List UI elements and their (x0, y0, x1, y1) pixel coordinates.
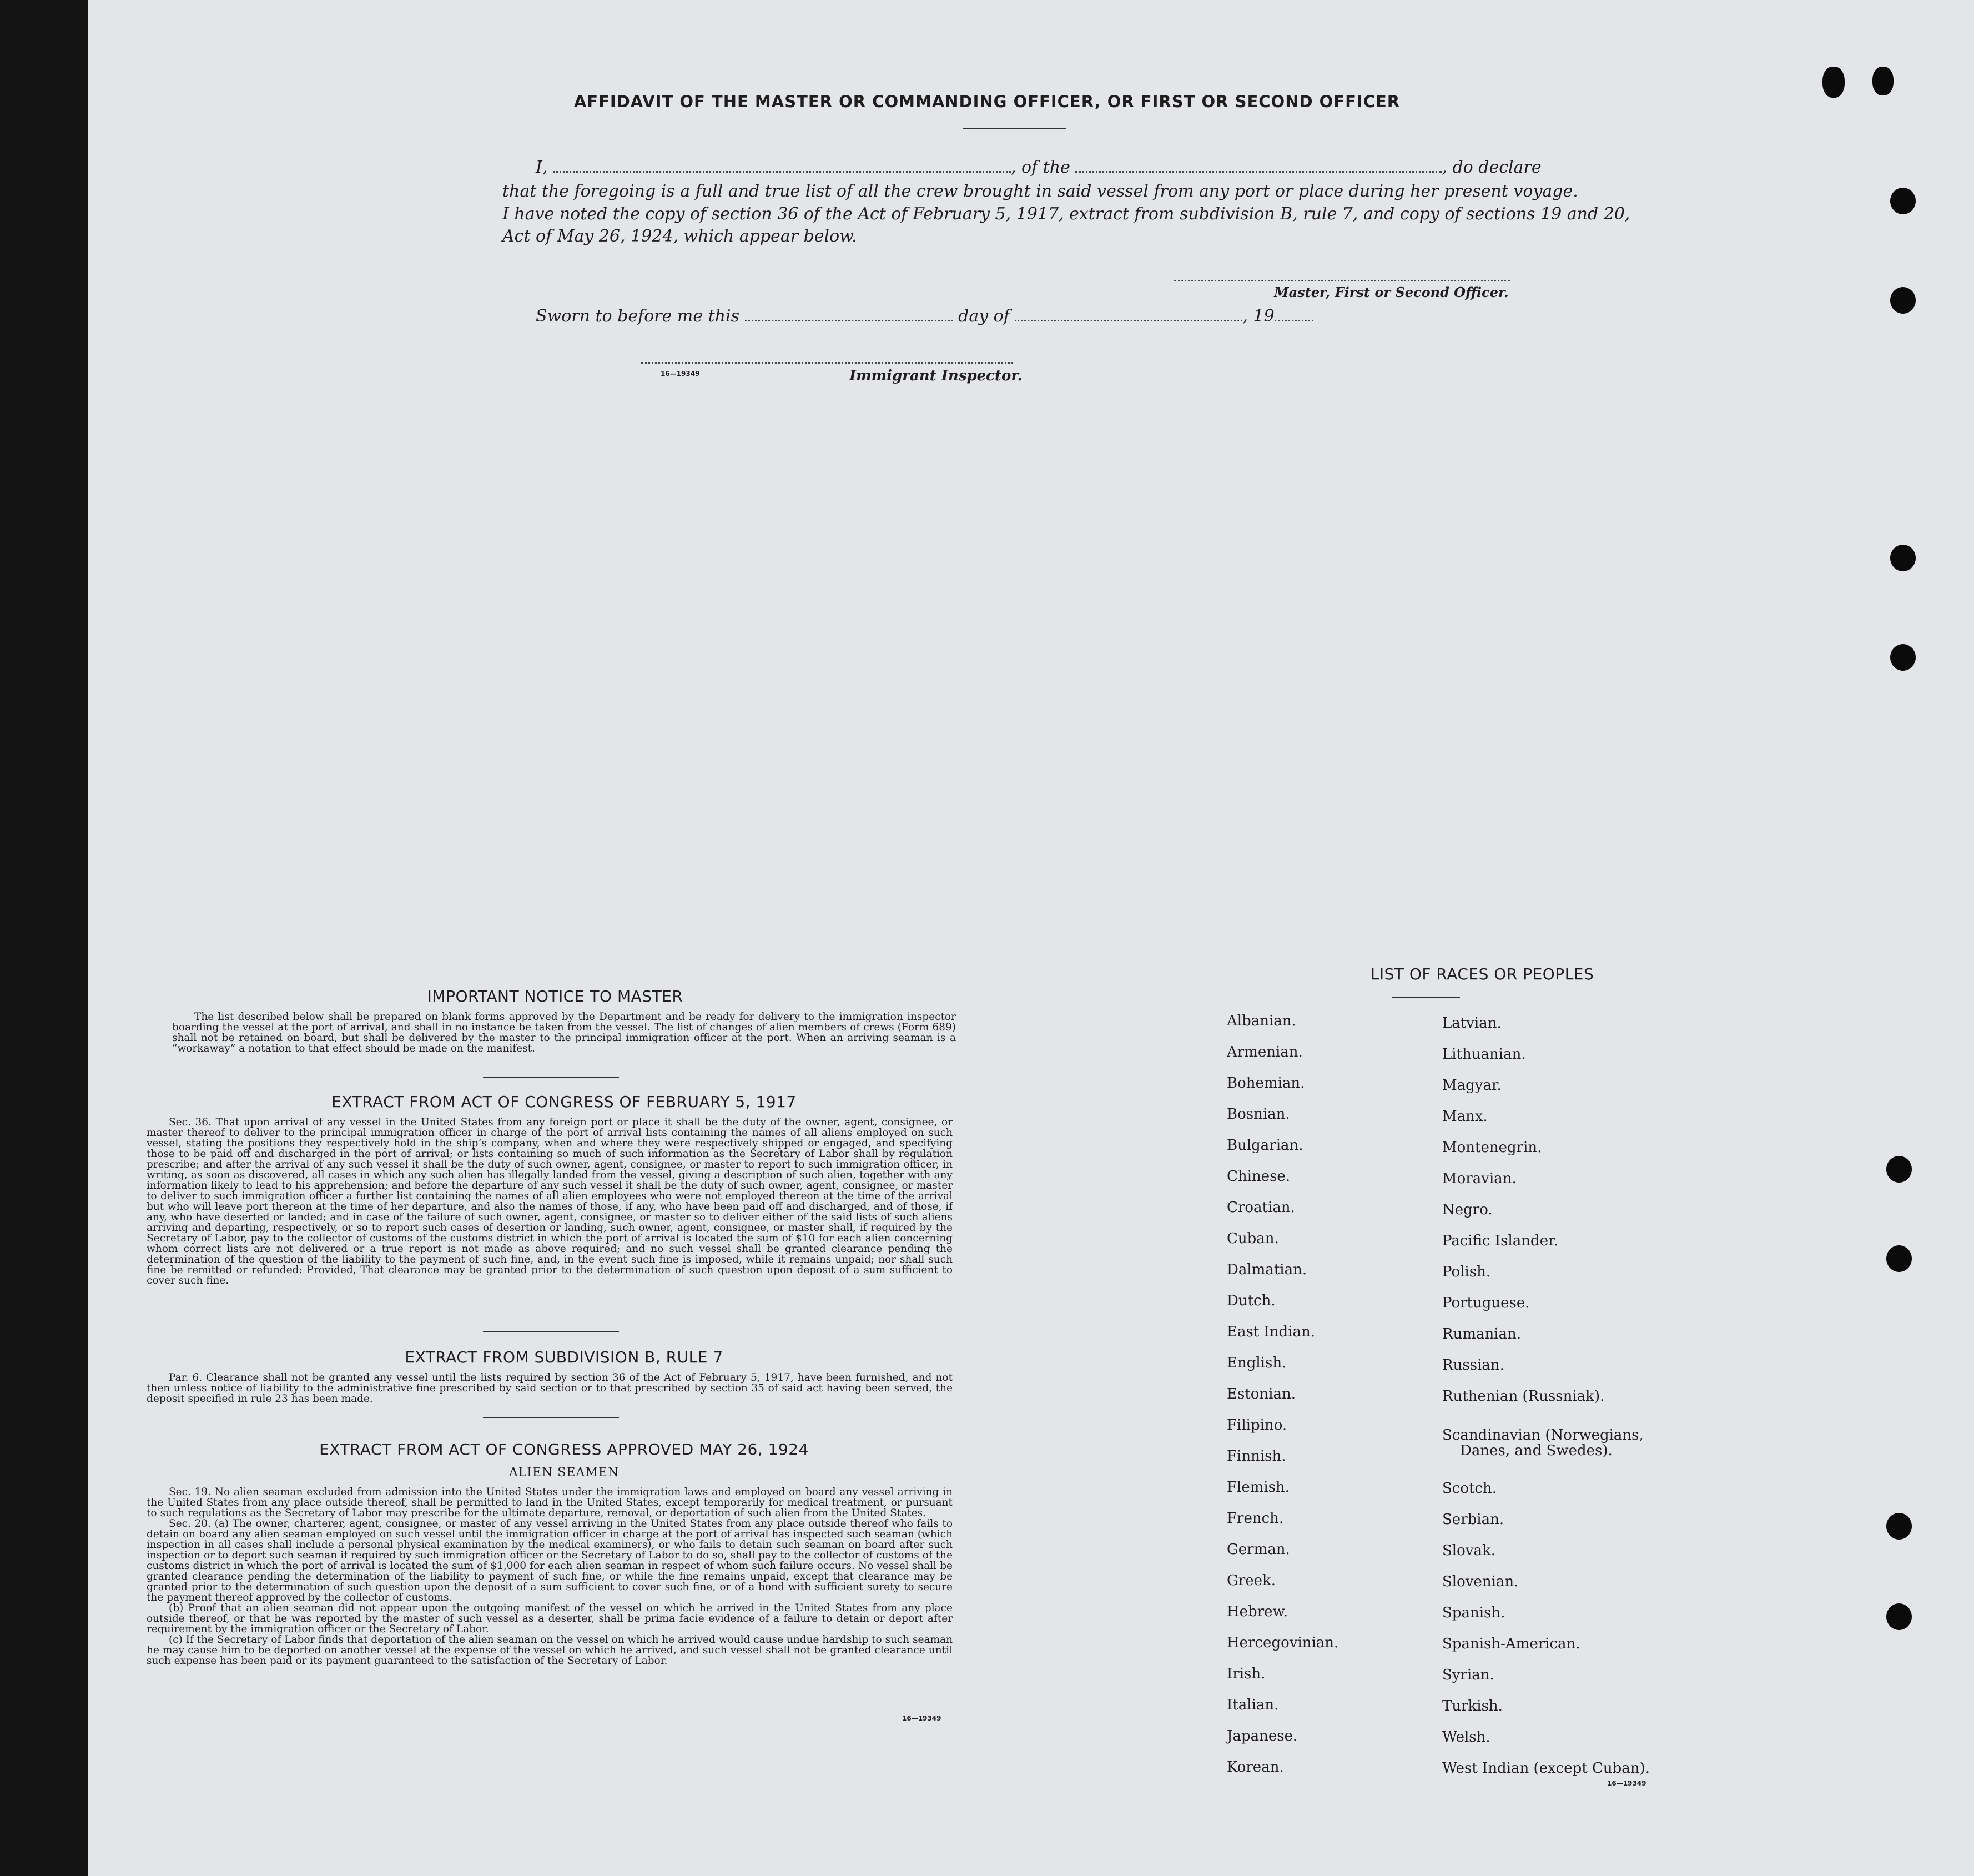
title-underline (963, 128, 1066, 129)
i-label: I, (536, 158, 548, 177)
sworn-line (536, 306, 1568, 326)
form-number: 16—19349 (661, 370, 700, 378)
vessel-blank[interactable] (1075, 171, 1442, 173)
race-item: Bulgarian. (1227, 1137, 1303, 1154)
inspector-signature-line[interactable] (641, 362, 1013, 364)
extract-1917-text (147, 1117, 953, 1286)
race-item: Bohemian. (1227, 1075, 1305, 1092)
extract-rule7-paragraph: Par. 6. Clearance shall not be granted any vessel until the lists required by section 36 of the Act of February 5, 1917, have been furnished, and not then unless notice of liability to the administrative fine prescribed by said section or to that prescribed by section 35 of said act having been served, the deposit specified in rule 23 has been made. (147, 1372, 953, 1405)
extract-1924-title: EXTRACT FROM ACT OF CONGRESS APPROVED MAY 26, 1924 (319, 1440, 809, 1458)
binder-hole (1886, 1245, 1912, 1272)
race-item: Portuguese. (1442, 1295, 1530, 1311)
race-item: Turkish. (1442, 1698, 1503, 1714)
race-item: Chinese. (1227, 1168, 1291, 1185)
race-item: Slovenian. (1442, 1573, 1519, 1590)
extract-rule7-text (147, 1372, 953, 1404)
extract-1924-paragraph: (c) If the Secretary of Labor finds that deportation of the alien seaman on the vessel on which he arrived would cause undue hardship to such seaman he may cause him to be deported on another vessel at the expense of the vessel on which he arrived, and such vessel shall not be granted clearance until such expense has been paid or its payment guaranteed to the satisfaction of the Secretary of Labor. (147, 1634, 953, 1667)
declaration-line-2: that the foregoing is a full and true list of all the crew brought in said vessel from any port or place during her present voyage. (502, 182, 1578, 201)
extract-1924-subtitle: ALIEN SEAMEN (508, 1466, 620, 1480)
race-item: Estonian. (1227, 1386, 1296, 1402)
race-item: Serbian. (1442, 1511, 1504, 1528)
day-of-label: day of (958, 306, 1010, 326)
notice-text (172, 1012, 956, 1054)
extract-rule7-title: EXTRACT FROM SUBDIVISION B, RULE 7 (405, 1348, 723, 1366)
master-signature-line[interactable] (1174, 280, 1510, 281)
race-item: Spanish-American. (1442, 1636, 1580, 1652)
declaration-line-4: Act of May 26, 1924, which appear below. (502, 227, 857, 246)
extract-1924-text (147, 1487, 953, 1666)
binder-hole (1872, 67, 1894, 95)
extract-1924-paragraph: Sec. 19. No alien seaman excluded from admission into the United States under the immigration laws and employed on board any vessel arriving in the United States from any place outside thereof, shall be permitted to land in the United States, except temporarily for medical treatment, or pursuant to such regulations as the Secretary of Labor may prescribe for the ultimate departure, removal, or deportation of such alien from the United States. (147, 1486, 953, 1519)
race-item: Korean. (1227, 1759, 1284, 1776)
races-title-underline (1392, 997, 1460, 998)
race-item: Lithuanian. (1442, 1046, 1526, 1063)
extract-1924-paragraph: Sec. 20. (a) The owner, charterer, agent, consignee, or master of any vessel arriving in the United States from any place outside thereof who fails to detain on board any alien seaman employed on such vessel until the immigration officer in charge at the port of arrival has inspected such seaman (which inspection in all cases shall include a personal physical examination by the medical examiners), or who fails to detain such seaman on board after such inspection or to deport such seaman if required by such immigration officer or the Secretary of Labor to do so, shall pay to the collector of customs of the customs district in which the port of arrival is located the sum of $1,000 for each alien seaman in respect of whom such failure occurs. No vessel shall be granted clearance pending the determination of the liability to payment of such fine, or while the fine remains unpaid, except that clearance may be granted prior to the determination of such question upon the deposit of a sum sufficient to cover such fine, or of a bond with sufficient surety to secure the payment thereof approved by the collector of customs. (147, 1518, 953, 1603)
form-number: 16—19349 (902, 1714, 941, 1722)
race-item: Pacific Islander. (1442, 1233, 1558, 1249)
race-item: Montenegrin. (1442, 1139, 1542, 1156)
race-item: Danes, and Swedes). (1460, 1442, 1613, 1459)
race-item: Latvian. (1442, 1015, 1502, 1032)
binder-hole (1890, 545, 1916, 571)
race-item: Welsh. (1442, 1729, 1490, 1746)
section-divider (483, 1417, 619, 1418)
race-item: Bosnian. (1227, 1106, 1290, 1123)
inspector-caption: Immigrant Inspector. (849, 368, 1023, 384)
binder-hole (1890, 287, 1916, 314)
section-divider (483, 1331, 619, 1332)
race-item: Croatian. (1227, 1199, 1295, 1216)
race-item: Ruthenian (Russniak). (1442, 1388, 1605, 1405)
race-item: Manx. (1442, 1108, 1488, 1125)
race-item: Dalmatian. (1227, 1261, 1307, 1278)
race-item: Slovak. (1442, 1542, 1495, 1559)
race-item: Polish. (1442, 1264, 1491, 1280)
race-item: Scandinavian (Norwegians, (1442, 1427, 1644, 1444)
race-item: Negro. (1442, 1201, 1493, 1218)
extract-1924-paragraph: (b) Proof that an alien seaman did not appear upon the outgoing manifest of the vessel on which he arrived in the United States from any place outside thereof, or that he was reported by the master of such vessel as a deserter, shall be prima facie evidence of a failure to detain or deport after requirement by the immigration officer or the Secretary of Labor. (147, 1602, 953, 1635)
binder-hole (1886, 1156, 1912, 1183)
race-item: English. (1227, 1355, 1287, 1371)
race-item: Dutch. (1227, 1292, 1276, 1309)
race-item: Scotch. (1442, 1480, 1497, 1497)
race-item: Russian. (1442, 1357, 1504, 1374)
master-signature-caption: Master, First or Second Officer. (1274, 284, 1509, 300)
race-item: Moravian. (1442, 1170, 1517, 1187)
race-item: East Indian. (1227, 1324, 1316, 1340)
declaration-line-1 (536, 158, 1568, 177)
declaration-line-3: I have noted the copy of section 36 of the Act of February 5, 1917, extract from subdivision B, rule 7, and copy of sections 19 and 20, (502, 204, 1630, 224)
notice-paragraph: The list described below shall be prepared on blank forms approved by the Department and be ready for delivery to the immigration inspector boarding the vessel at the port of arrival, and shall in no instance be taken from the vessel. The list of changes of alien members of crews (Form 689) shall not be retained on board, but shall be delivered by the master to the principal immigration officer at the port. When an arriving seaman is a “workaway” a notation to that effect should be made on the manifest. (172, 1011, 956, 1054)
section-divider (483, 1077, 619, 1078)
sworn-year-blank[interactable] (1275, 320, 1313, 321)
race-item: French. (1227, 1510, 1284, 1527)
race-item: Greek. (1227, 1572, 1276, 1589)
race-item: Finnish. (1227, 1448, 1286, 1465)
extract-1917-paragraph: Sec. 36. That upon arrival of any vessel in the United States from any foreign port or place it shall be the duty of the owner, agent, consignee, or master thereof to deliver to the principal immigration officer in charge of the port of arrival lists containing the names of all aliens employed on such vessel, stating the positions they respectively hold in the ship’s company, when and where they were respectively shipped or engaged, and specifying those to be paid off and discharged in the port of arrival; or lists containing so much of such information as the Secretary of Labor shall by regulation prescribe; and after the arrival of any such vessel it shall be the duty of such owner, agent, consignee, or master to report to such immigration officer, in writing, as soon as discovered, all cases in which any such alien has illegally landed from the vessel, giving a description of such alien, together with any information likely to lead to his apprehension; and before the departure of any such vessel it shall be the duty of such owner, agent, consignee, or master to deliver to such immigration officer a further list containing the names of all alien employees who were not employed thereon at the time of the arrival but who will leave port thereon at the time of her departure, and also the names of those, if any, who have been paid off and discharged, and of those, if any, who have deserted or landed; and in case of the failure of such owner, agent, consignee, or master so to deliver either of the said lists of such aliens arriving and departing, respectively, or so to report such cases of desertion or landing, such owner, agent, consignee, or master shall, if required by the Secretary of Labor, pay to the collector of customs of the customs district in which the port of arrival is located the sum of $10 for each alien concerning whom correct lists are not delivered or a true report is not made as above required; and no such vessel shall be granted clearance pending the determination of the question of the liability to the payment of such fine, and, in the event such fine is imposed, while it remains unpaid; nor shall such fine be remitted or refunded: Provided, That clearance may be granted prior to the determination of such question upon deposit of a sum sufficient to cover such fine. (147, 1116, 953, 1286)
form-number: 16—19349 (1607, 1779, 1646, 1787)
race-item: German. (1227, 1541, 1290, 1558)
race-item: Spanish. (1442, 1605, 1505, 1621)
race-item: Hercegovinian. (1227, 1634, 1339, 1651)
notice-title: IMPORTANT NOTICE TO MASTER (427, 987, 683, 1005)
of-the-label: , of the (1010, 158, 1070, 177)
race-item: Rumanian. (1442, 1326, 1522, 1342)
year-prefix: , 19 (1242, 306, 1275, 326)
race-item: Italian. (1227, 1697, 1279, 1713)
race-item: Magyar. (1442, 1077, 1502, 1094)
race-item: West Indian (except Cuban). (1442, 1760, 1650, 1777)
affidavit-title: AFFIDAVIT OF THE MASTER OR COMMANDING OFFICER, OR FIRST OR SECOND OFFICER (573, 92, 1401, 111)
sworn-prefix: Sworn to before me this (536, 306, 740, 326)
sworn-month-blank[interactable] (1015, 320, 1242, 321)
race-item: Cuban. (1227, 1230, 1279, 1247)
name-blank[interactable] (553, 171, 1011, 173)
binder-hole (1886, 1513, 1912, 1540)
race-item: Filipino. (1227, 1417, 1287, 1434)
race-item: Syrian. (1442, 1667, 1494, 1683)
binder-hole (1890, 644, 1916, 671)
race-item: Armenian. (1227, 1044, 1303, 1060)
race-item: Japanese. (1227, 1728, 1298, 1744)
races-title: LIST OF RACES OR PEOPLES (1370, 965, 1594, 983)
binder-hole (1890, 188, 1916, 214)
sworn-day-blank[interactable] (745, 320, 953, 321)
race-item: Hebrew. (1227, 1603, 1288, 1620)
race-item: Flemish. (1227, 1479, 1290, 1496)
race-item: Albanian. (1227, 1013, 1296, 1029)
do-declare-label: , do declare (1442, 158, 1542, 177)
extract-1917-title: EXTRACT FROM ACT OF CONGRESS OF FEBRUARY 5, 1917 (331, 1093, 797, 1111)
race-item: Irish. (1227, 1666, 1266, 1682)
binder-hole (1886, 1603, 1912, 1630)
